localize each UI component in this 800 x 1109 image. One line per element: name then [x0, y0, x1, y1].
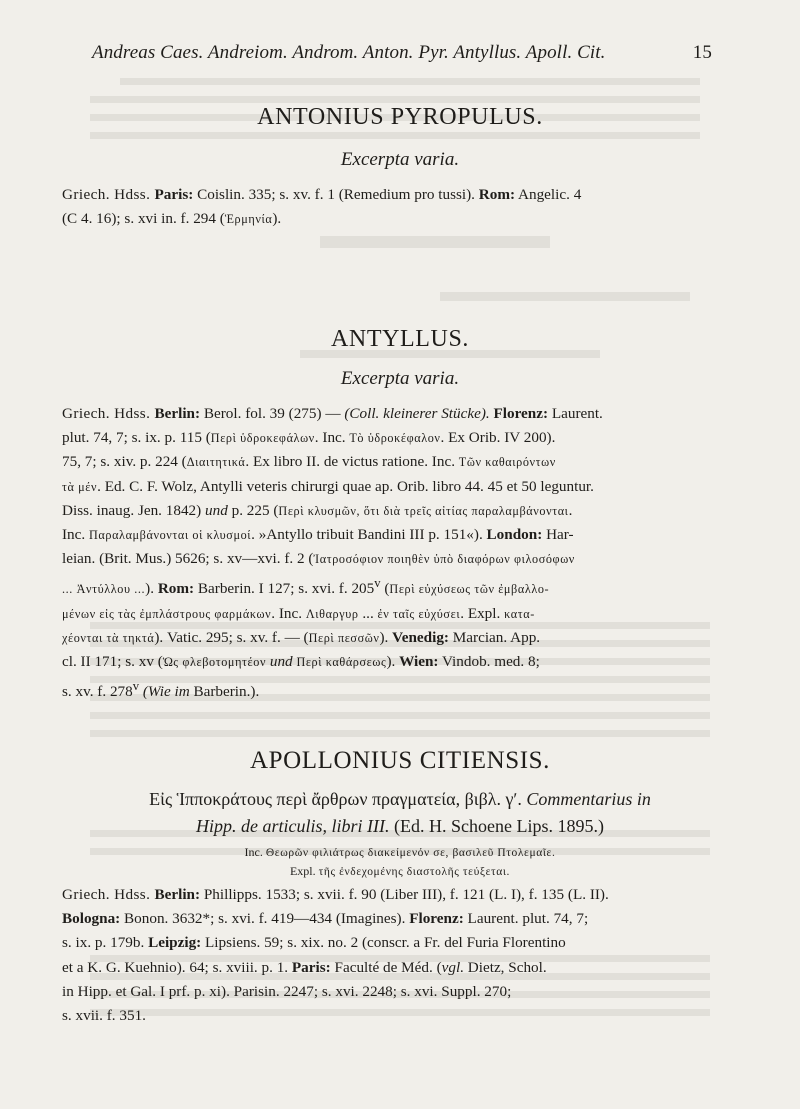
text-line — [62, 547, 712, 571]
text-line — [62, 1004, 712, 1028]
place-venedig: Venedig: — [392, 628, 449, 646]
text-segment: Phillipps. 1533; s. xvii. f. 90 (Liber III), f. 121 (L. I), f. 135 (L. II). — [200, 886, 609, 903]
greek-text: Περὶ καθάρσεως — [296, 655, 387, 670]
text-segment: Angelic. 4 — [515, 186, 582, 203]
text-segment: Laurent. plut. 74, 7; — [463, 910, 589, 928]
greek-text: Τὸ ὑδροκέφαλον — [349, 431, 441, 446]
text-line — [62, 626, 712, 650]
greek-text: ἐν ταῖς εὐχύσει — [377, 606, 461, 621]
text-segment: plut. 74, 7; s. ix. p. 115 ( — [62, 429, 211, 447]
text-segment: Berol. fol. 39 (275) — — [200, 405, 345, 422]
text-line — [62, 402, 712, 426]
greek-text: μένων εἰς τὰς ἐμπλάστρους φαρμάκων — [62, 606, 272, 621]
text-segment: ). — [145, 580, 158, 598]
text-line — [62, 571, 712, 601]
text-segment: . Inc. — [314, 429, 350, 447]
work-title-line-2 — [0, 816, 800, 837]
running-header — [92, 42, 712, 64]
text-segment: Coislin. 335; s. xv. f. 1 (Remedium pro tussi). — [193, 186, 479, 203]
text-segment: Barberin. — [189, 683, 251, 701]
text-segment: Diss. inaug. Jen. 1842) — [62, 501, 206, 519]
text-segment: . Ex Orib. IV 200). — [440, 429, 556, 447]
text-segment: s. ix. p. 179b. — [62, 934, 149, 952]
text-segment: Dietz, Schol. — [464, 958, 547, 976]
greek-text: Λιθαργυρ — [305, 606, 359, 621]
place-leipzig: Leipzig: — [148, 934, 202, 952]
text-segment: 75, 7; s. xiv. p. 224 ( — [62, 453, 187, 471]
place-paris: Paris: — [291, 958, 331, 976]
section-title-antonius: ANTONIUS PYROPULUS. — [257, 104, 543, 130]
section-title-apollonius: APOLLONIUS CITIENSIS. — [249, 747, 551, 774]
text-line — [62, 450, 712, 474]
section-subtitle-antyllus: Excerpta varia. — [340, 368, 460, 389]
place-berlin: Berlin: — [154, 405, 201, 422]
explicit-label: Expl. — [289, 864, 316, 878]
text-segment: ... — [358, 604, 378, 622]
explicit-line — [0, 864, 800, 879]
incipit-label: Inc. — [244, 845, 263, 859]
text-line — [62, 907, 712, 931]
text-segment: et a K. G. Kuehnio). 64; s. xviii. p. 1. — [62, 958, 292, 976]
text-line — [62, 207, 712, 231]
text-line — [62, 650, 712, 674]
text-segment: ). — [250, 683, 260, 701]
place-wien: Wien: — [399, 653, 439, 671]
text-segment: ). — [379, 628, 393, 646]
place-berlin: Berlin: — [154, 886, 201, 903]
greek-text: Περὶ πεσσῶν — [308, 630, 380, 645]
entry-antonius — [62, 183, 712, 231]
verso-mark: v — [374, 576, 381, 591]
italic-text: (Wie im — [142, 683, 190, 701]
text-segment: cl. II 171; s. xv ( — [62, 653, 163, 671]
text-line — [62, 980, 712, 1004]
section-subtitle-antonius: Excerpta varia. — [340, 149, 460, 170]
label-griech-hdss: Griech. Hdss. — [62, 405, 155, 422]
incipit-line — [0, 845, 800, 860]
text-segment: Faculté de Méd. ( — [330, 958, 442, 976]
text-segment: p. 225 ( — [227, 501, 279, 519]
greek-text: χέονται τὰ τηκτά — [62, 630, 155, 645]
text-segment: s. xvii. f. 351. — [62, 1007, 146, 1025]
place-rom: Rom: — [157, 580, 195, 598]
greek-text: Περὶ κλυσμῶν, ὅτι διὰ τρεῖς αἰτίας παραλαμβάνονται — [278, 503, 569, 518]
italic-text: und — [269, 653, 293, 671]
text-segment: Vindob. med. 8; — [438, 653, 540, 671]
greek-text: τὰ μέν — [62, 479, 98, 494]
page-number: 15 — [692, 42, 712, 63]
greek-text: Ἑρμηνία — [224, 212, 273, 227]
greek-text: Περὶ ὑδροκεφάλων — [210, 431, 315, 446]
place-paris: Paris: — [154, 186, 194, 203]
greek-text: ... Ἀντύλλου ... — [62, 582, 146, 597]
section-title-antyllus: ANTYLLUS. — [330, 326, 470, 352]
text-line — [62, 426, 712, 450]
italic-text: vgl. — [441, 958, 464, 976]
place-florenz: Florenz: — [409, 910, 464, 928]
label-griech-hdss: Griech. Hdss. — [62, 186, 155, 203]
greek-text: Ὡς φλεβοτομητέον — [162, 655, 267, 670]
text-segment: Bonon. 3632*; s. xvi. f. 419—434 (Imagines). — [120, 910, 410, 928]
text-segment: ). Vatic. 295; s. xv. f. — ( — [154, 628, 309, 646]
text-segment: s. xv. f. 278 — [62, 683, 133, 701]
text-segment: Har- — [542, 526, 574, 544]
text-line — [62, 602, 712, 626]
running-head-text: Andreas Caes. Andreiom. Androm. Anton. Pyr. Antyllus. Apoll. Cit. — [92, 42, 606, 63]
edition-note: (Ed. H. Schoene Lips. 1895.) — [394, 816, 604, 836]
greek-text: Διαιτητικά — [186, 455, 246, 470]
italic-text: und — [205, 501, 228, 519]
verso-mark: v — [132, 679, 140, 694]
label-griech-hdss: Griech. Hdss. — [62, 886, 155, 903]
greek-text: Περὶ εὐχύσεως τῶν ἐμβαλλο- — [389, 582, 550, 597]
text-segment: in Hipp. et Gal. I prf. p. xi). Parisin. 2247; s. xvi. 2248; s. xvi. Suppl. 270; — [62, 982, 512, 1000]
text-line — [62, 475, 712, 499]
text-line — [62, 523, 712, 547]
place-london: London: — [486, 526, 543, 544]
greek-work-title: Εἰς Ἱπποκράτους περὶ ἄρθρων πραγματεία, βιβλ. γʹ. — [149, 789, 522, 809]
text-segment: leian. (Brit. Mus.) 5626; s. xv—xvi. f. 2 ( — [62, 550, 314, 568]
place-florenz: Florenz: — [493, 405, 549, 422]
text-segment: ( — [380, 580, 390, 598]
text-line — [62, 956, 712, 980]
work-title-line — [0, 789, 800, 810]
text-line — [62, 674, 712, 704]
text-segment: . Ed. C. F. Wolz, Antylli veteris chirurgi quae ap. Orib. libro 44. 45 et 50 leguntur. — [97, 477, 594, 495]
text-segment: . »Antyllo tribuit Bandini III p. 151«). — [251, 526, 487, 544]
incipit-greek: Θεωρῶν φιλιάτρως διακείμενόν σε, βασιλεῦ Πτολεμαῖε. — [265, 847, 556, 859]
text-segment: Laurent. — [548, 405, 603, 422]
text-segment: Inc. — [62, 526, 89, 544]
text-segment: . Expl. — [460, 604, 505, 622]
entry-antyllus — [62, 402, 712, 705]
greek-text: Τῶν καθαιρόντων — [458, 455, 556, 470]
entry-apollonius — [62, 883, 712, 1028]
text-segment: . — [568, 501, 573, 519]
italic-text: (Coll. kleinerer Stücke). — [344, 405, 490, 422]
text-segment: (C 4. 16); s. xvi in. f. 294 ( — [62, 210, 225, 228]
text-segment: . Ex libro II. de victus ratione. Inc. — [245, 453, 459, 471]
text-segment: ). — [386, 653, 400, 671]
text-segment: Barberin. I 127; s. xvi. f. 205 — [194, 580, 375, 598]
text-segment: Lipsiens. 59; s. xix. no. 2 (conscr. a Fr. del Furia Florentino — [201, 934, 566, 952]
text-segment: Marcian. App. — [448, 628, 541, 646]
greek-text: κατα- — [504, 606, 535, 621]
latin-work-title: Commentarius in — [526, 789, 651, 809]
text-line — [62, 883, 712, 907]
place-rom: Rom: — [478, 186, 516, 203]
text-line — [62, 183, 712, 207]
explicit-greek: τῆς ἐνδεχομένης διαστολῆς τεύξεται. — [318, 866, 511, 878]
latin-work-title: Hipp. de articulis, libri III. — [196, 816, 390, 836]
greek-text: Ἰατροσόφιον ποιηθὲν ὑπὸ διαφόρων φιλοσόφων — [313, 552, 575, 567]
text-line — [62, 499, 712, 523]
text-segment: ). — [272, 210, 282, 228]
place-bologna: Bologna: — [62, 910, 121, 928]
text-segment: . Inc. — [271, 604, 306, 622]
text-line — [62, 931, 712, 955]
greek-text: Παραλαμβάνονται οἱ κλυσμοί — [89, 528, 252, 543]
